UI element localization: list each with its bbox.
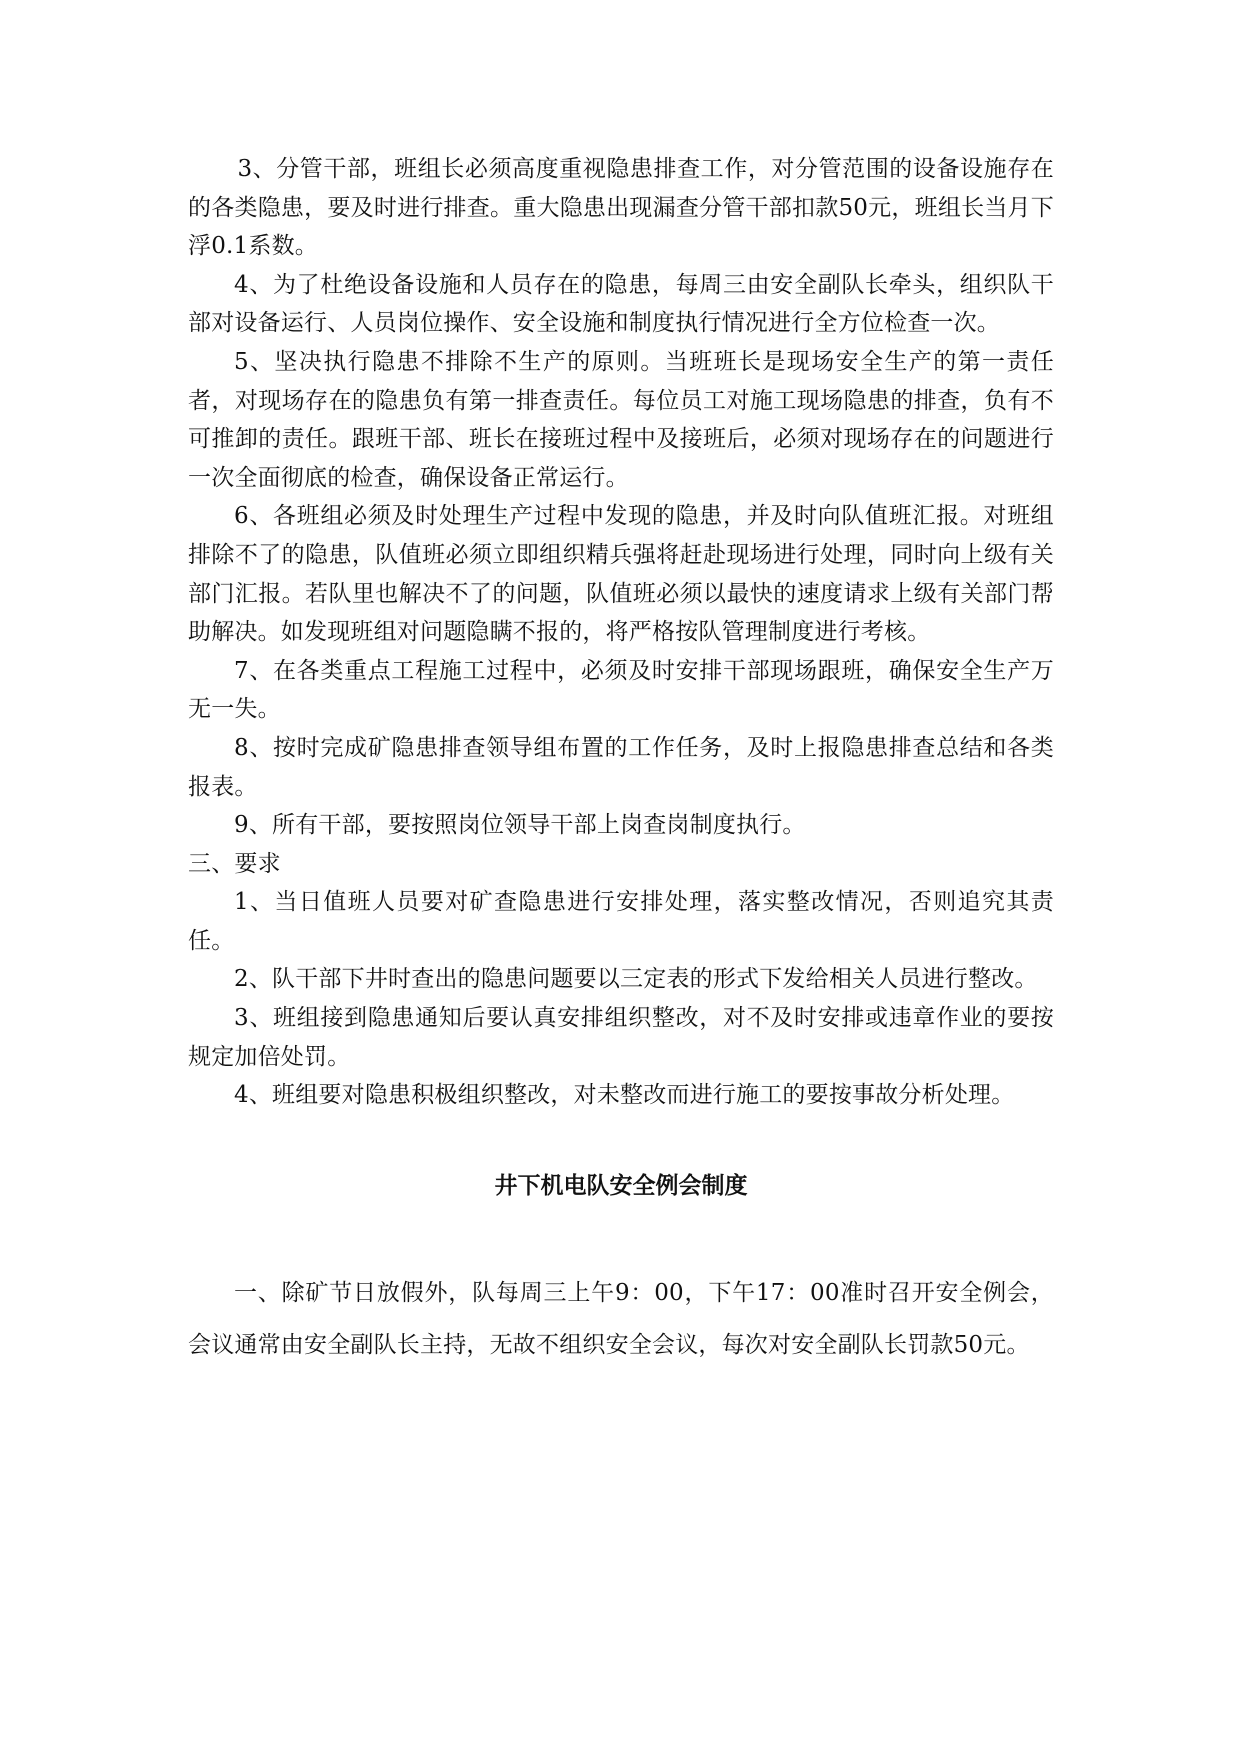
- paragraph-item-9: 9、所有干部，要按照岗位领导干部上岗查岗制度执行。: [234, 812, 806, 839]
- paragraph-item-8: 8、按时完成矿隐患排查领导组布置的工作任务，及时上报隐患排查总结和各类报表。: [188, 734, 1054, 800]
- regulation-item-1: 一、除矿节日放假外，队每周三上午9：00，下午17：00准时召开安全例会，会议通常由安全副队长主持，无故不组织安全会议，每次对安全副队长罚款50元。: [188, 1279, 1054, 1358]
- requirement-item-2: 2、队干部下井时查出的隐患问题要以三定表的形式下发给相关人员进行整改。: [234, 966, 1038, 993]
- requirement-item-1: 1、当日值班人员要对矿查隐患进行安排处理，落实整改情况，否则追究其责任。: [188, 889, 1054, 954]
- paragraph-item-6: 6、各班组必须及时处理生产过程中发现的隐患，并及时向队值班汇报。对班组排除不了的隐患，队值班必须立即组织精兵强将赶赴现场进行处理，同时向上级有关部门汇报。若队里也解决不了的问题，队值班必须以最快的速度请求上级有关部门帮助解决。如发现班组对问题隐瞒不报的，将严格按队管理制度进行考核。: [188, 503, 1054, 646]
- paragraph-item-5: 5、坚决执行隐患不排除不生产的原则。当班班长是现场安全生产的第一责任者，对现场存在的隐患负有第一排查责任。每位员工对施工现场隐患的排查，负有不可推卸的责任。跟班干部、班长在接班过程中及接班后，必须对现场存在的问题进行一次全面彻底的检查，确保设备正常运行。: [188, 348, 1054, 491]
- paragraph-item-7: 7、在各类重点工程施工过程中，必须及时安排干部现场跟班，确保安全生产万无一失。: [188, 657, 1054, 723]
- requirement-item-3: 3、班组接到隐患通知后要认真安排组织整改，对不及时安排或违章作业的要按规定加倍处罚。: [188, 1005, 1054, 1070]
- paragraph-item-4: 4、为了杜绝设备设施和人员存在的隐患，每周三由安全副队长牵头，组织队干部对设备运行、人员岗位操作、安全设施和制度执行情况进行全方位检查一次。: [188, 271, 1054, 337]
- requirement-item-4: 4、班组要对隐患积极组织整改，对未整改而进行施工的要按事故分析处理。: [234, 1082, 1015, 1109]
- document-title: 井下机电队安全例会制度: [494, 1171, 748, 1199]
- paragraph-item-3: 3、分管干部，班组长必须高度重视隐患排查工作，对分管范围的设备设施存在的各类隐患，要及时进行排查。重大隐患出现漏查分管干部扣款50元，班组长当月下浮0.1系数。: [188, 156, 1054, 260]
- section-heading-requirements: 三、要求: [188, 850, 281, 877]
- document-body: [188, 150, 1054, 1371]
